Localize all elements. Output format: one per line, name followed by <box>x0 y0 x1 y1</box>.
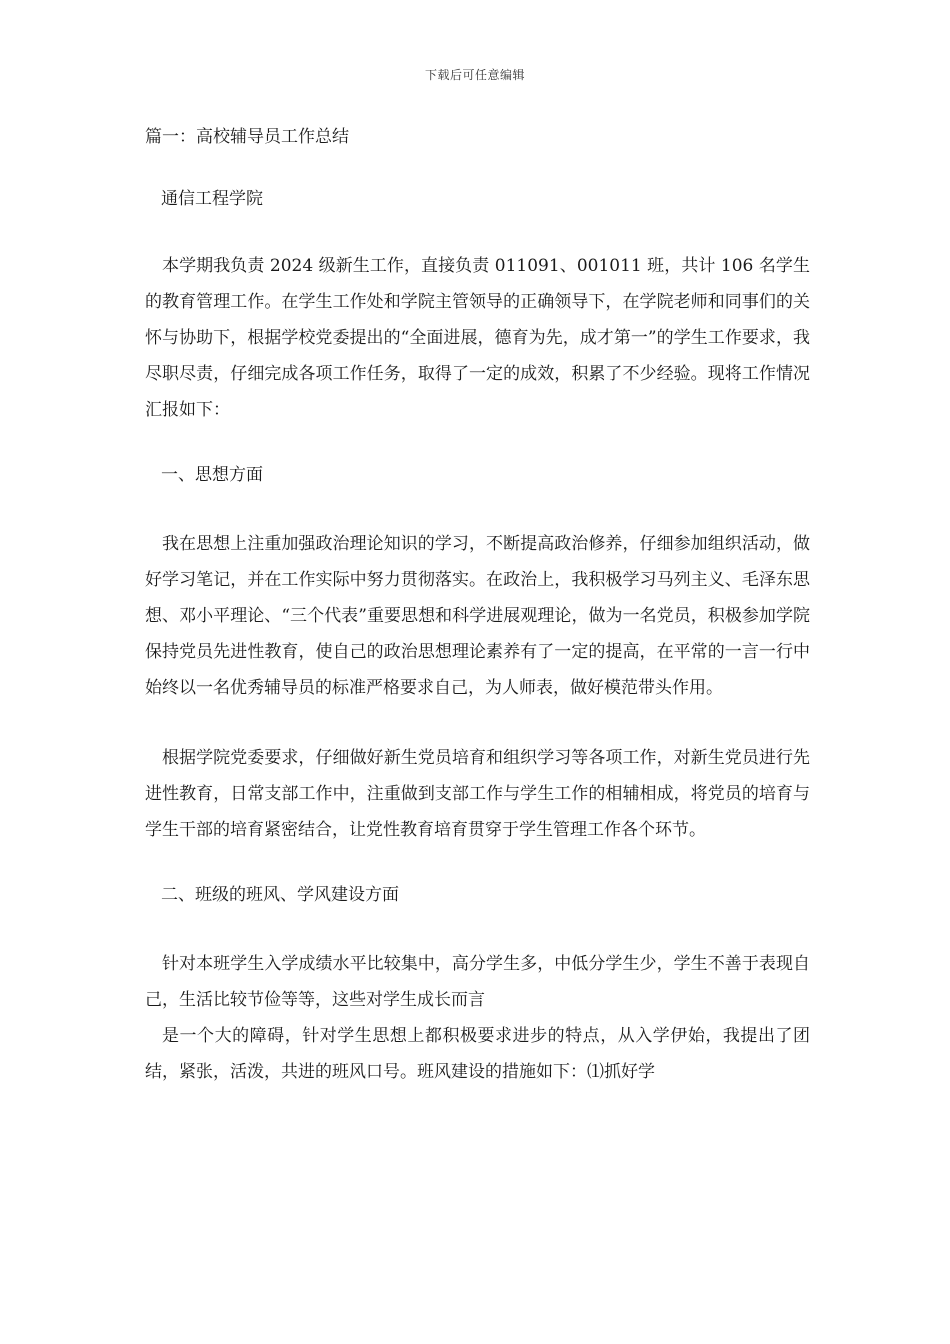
section-heading-ideology: 一、思想方面 <box>161 465 263 485</box>
class-style-paragraph-2: 是一个大的障碍，针对学生思想上都积极要求进步的特点，从入学伊始，我提出了团结，紧张，活泼，共进的班风口号。班风建设的措施如下：⑴抓好学 <box>145 1026 810 1082</box>
ideology-paragraph-1: 我在思想上注重加强政治理论知识的学习，不断提高政治修养，仔细参加组织活动，做好学习笔记，并在工作实际中努力贯彻落实。在政治上，我积极学习马列主义、毛泽东思想、邓小平理论、“三个代表”重要思想和科学进展观理论，做为一名党员，积极参加学院保持党员先进性教育，使自己的政治思想理论素养有了一定的提高，在平常的一言一行中始终以一名优秀辅导员的标准严格要求自己，为人师表，做好模范带头作用。 <box>145 534 810 698</box>
section-heading-class-style: 二、班级的班风、学风建设方面 <box>161 885 399 905</box>
class-style-paragraph-1: 针对本班学生入学成绩水平比较集中，高分学生多，中低分学生少，学生不善于表现自己，生活比较节俭等等，这些对学生成长而言 <box>145 954 810 1010</box>
document-subtitle: 通信工程学院 <box>161 189 263 209</box>
ideology-paragraph-2: 根据学院党委要求，仔细做好新生党员培育和组织学习等各项工作，对新生党员进行先进性教育，日常支部工作中，注重做到支部工作与学生工作的相辅相成，将党员的培育与学生干部的培育紧密结合，让党性教育培育贯穿于学生管理工作各个环节。 <box>145 748 810 840</box>
intro-paragraph: 本学期我负责 2024 级新生工作，直接负责 011091、001011 班，共计 106 名学生的教育管理工作。在学生工作处和学院主管领导的正确领导下，在学院老师和同事们的关怀与协助下，根据学校党委提出的“全面进展，德育为先，成才第一”的学生工作要求，我尽职尽责，仔细完成各项工作任务，取得了一定的成效，积累了不少经验。现将工作情况汇报如下： <box>145 256 810 420</box>
page-header-note: 下载后可任意编辑 <box>424 68 525 82</box>
document-body <box>145 124 810 1124</box>
document-title: 篇一：高校辅导员工作总结 <box>145 127 349 147</box>
